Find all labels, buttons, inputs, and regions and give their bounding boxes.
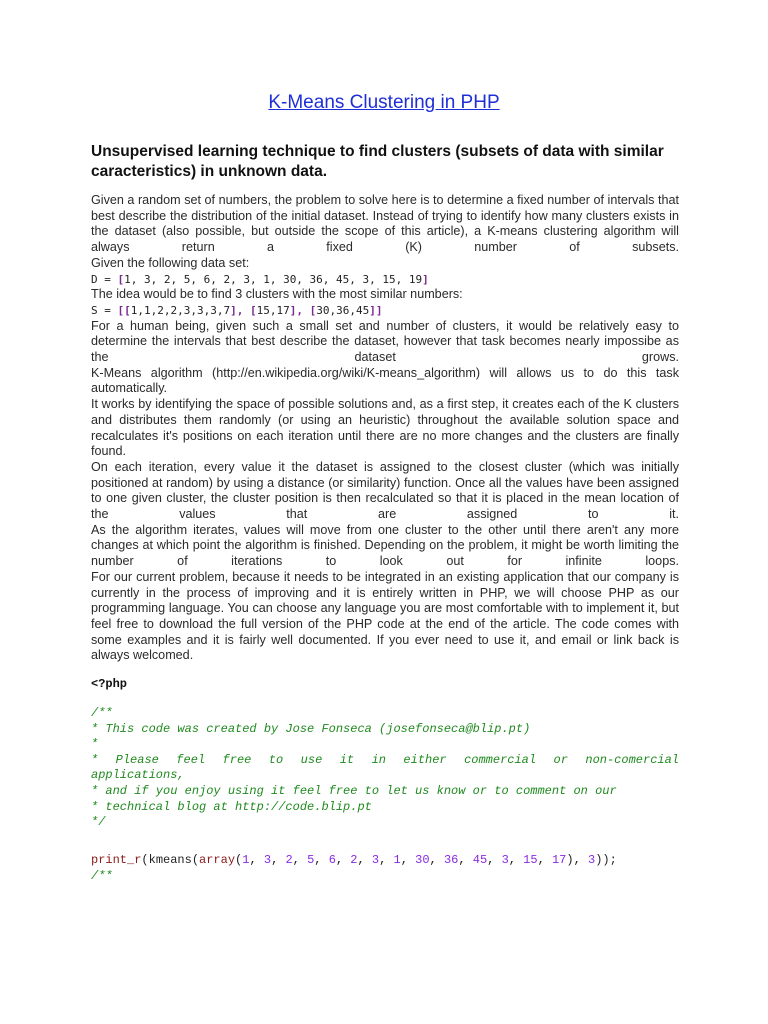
print-r-function: print_r xyxy=(91,853,142,867)
array-number: 1 xyxy=(242,853,250,867)
solution-separator-1: ], [ xyxy=(230,303,257,317)
comment-line: * This code was created by Jose Fonseca (josefonseca@blip.pt) xyxy=(91,721,531,736)
comment-line: */ xyxy=(91,815,106,830)
array-separator: , xyxy=(335,853,351,867)
array-number: 17 xyxy=(551,853,567,867)
array-separator: , xyxy=(357,853,372,867)
array-separator: , xyxy=(314,853,329,867)
solution-cluster-3: 30,36,45 xyxy=(316,303,370,317)
kmeans-paragraph: K-Means algorithm (http://en.wikipedia.org/wiki/K-means_algorithm) will allows us to do this task automatically. xyxy=(91,365,679,396)
array-separator: , xyxy=(458,853,473,867)
comment-line: * technical blog at http://code.blip.pt xyxy=(91,799,372,814)
dataset-values: 1, 3, 2, 5, 6, 2, 3, 1, 30, 36, 45, 3, 15, 19 xyxy=(124,272,423,286)
array-number: 45 xyxy=(472,853,488,867)
array-separator: , xyxy=(487,853,502,867)
array-number: 3 xyxy=(263,853,272,867)
call-end: )); xyxy=(595,853,617,867)
call-open: (kmeans( xyxy=(141,853,200,867)
human-paragraph: For a human being, given such a small set and number of clusters, it would be relatively easy to determine the intervals that best describe the dataset, however that task becomes nearly impossibe as the dataset grows. xyxy=(91,318,679,365)
dataset-close-bracket: ] xyxy=(422,272,429,286)
comment-line-justified: * Please feel free to use it in either commercial or non-comercial xyxy=(91,752,679,767)
comment-line: * and if you enjoy using it feel free to let us know or to comment on our xyxy=(91,783,617,798)
array-number: 2 xyxy=(285,853,293,867)
array-open: ( xyxy=(235,853,243,867)
article-body xyxy=(91,193,679,664)
next-comment-start: /** xyxy=(91,869,113,883)
array-number: 1 xyxy=(393,853,401,867)
print-r-call-line xyxy=(91,853,617,867)
solution-line xyxy=(91,303,679,319)
dataset-line xyxy=(91,272,679,288)
solution-open: [[ xyxy=(117,303,131,317)
array-separator: , xyxy=(429,853,444,867)
idea-line: The idea would be to find 3 clusters with the most similar numbers: xyxy=(91,287,463,302)
comment-line: applications, xyxy=(91,768,185,783)
dataset-prefix: D = xyxy=(91,272,118,286)
comment-line: * xyxy=(91,737,99,752)
php-open-tag: <?php xyxy=(91,677,128,691)
array-number: 36 xyxy=(443,853,459,867)
array-keyword: array xyxy=(199,853,236,867)
array-number: 15 xyxy=(523,853,538,867)
array-separator: , xyxy=(400,853,416,867)
solution-cluster-2: 15,17 xyxy=(256,303,290,317)
array-number: 6 xyxy=(328,853,336,867)
array-separator: , xyxy=(508,853,524,867)
intro-paragraph: Given a random set of numbers, the problem to solve here is to determine a fixed number of intervals that best describe the distribution of the initial dataset. Instead of trying to identify how many clusters exists in the dataset (also possible, but outside the scope of this article), a K-means clustering algorithm will always return a fixed (K) number of subsets. xyxy=(91,193,679,255)
iterates-paragraph: As the algorithm iterates, values will move from one cluster to the other until there aren't any more changes at which point the algorithm is finished. Depending on the problem, it might be worth limiting the number of iterations to look out for infinite loops. xyxy=(91,522,679,569)
dataset-open-bracket: [ xyxy=(117,272,125,286)
array-number: 30 xyxy=(415,853,430,867)
code-comment-block xyxy=(91,706,679,831)
works-paragraph: It works by identifying the space of possible solutions and, as a first step, it creates each of the K clusters and distributes them randomly (or using an heuristic) throughout the available solution space and recalculates it's positions on each iteration until there are no more changes and the clusters are finally found. xyxy=(91,397,679,459)
article-subtitle: Unsupervised learning technique to find clusters (subsets of data with similar caracteristics) in unknown data. xyxy=(91,143,664,180)
array-numbers xyxy=(242,853,566,867)
array-separator: , xyxy=(271,853,286,867)
array-separator: , xyxy=(379,853,394,867)
array-number: 2 xyxy=(350,853,358,867)
array-number: 3 xyxy=(371,853,380,867)
solution-separator-2: ], [ xyxy=(289,303,317,317)
array-separator: , xyxy=(537,853,552,867)
comment-line: /** xyxy=(91,706,113,720)
current-problem-paragraph: For our current problem, because it needs to be integrated in an existing application that our company is currently in the process of improving and it is entirely written in PHP, we will choose PHP as our programming language. You can choose any language you are most comfortable with to implement it, but feel free to download the full version of the PHP code at the end of the article. The code comes with some examples and it is fairly well documented. If you ever need to use it, and email or link back is always welcomed. xyxy=(91,569,679,663)
iteration-paragraph: On each iteration, every value it the dataset is assigned to the closest cluster (which was initially positioned at random) by using a distance (or similarity) function. Once all the values have been assigned to one given cluster, the cluster position is then recalculated so that it is placed in the mean location of the values that are assigned to it. xyxy=(91,459,679,522)
given-line: Given the following data set: xyxy=(91,255,250,270)
article-title-link[interactable]: K-Means Clustering in PHP xyxy=(268,92,500,113)
solution-prefix: S = xyxy=(91,303,118,317)
array-separator: , xyxy=(292,853,308,867)
cluster-count: 3 xyxy=(588,853,596,867)
solution-close: ]] xyxy=(369,303,383,317)
array-number: 5 xyxy=(307,853,315,867)
array-number: 3 xyxy=(501,853,509,867)
solution-cluster-1: 1,1,2,2,3,3,3,7 xyxy=(130,303,231,317)
array-separator: , xyxy=(249,853,264,867)
array-close: ), xyxy=(566,853,588,867)
